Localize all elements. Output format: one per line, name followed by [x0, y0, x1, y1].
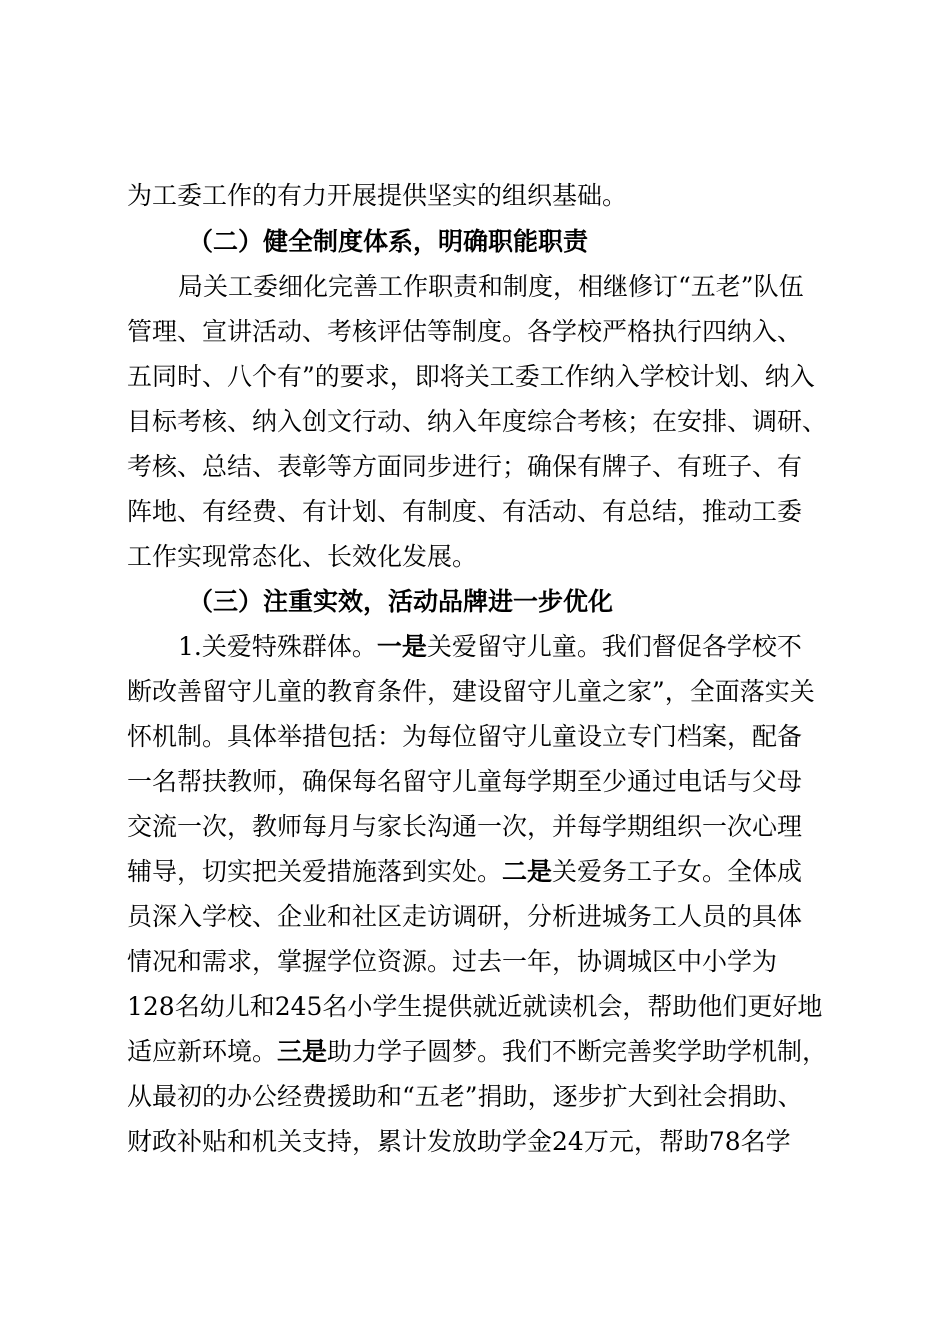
body-text-line: 阵地、有经费、有计划、有制度、有活动、有总结，推动工委	[127, 497, 803, 526]
body-text: 适应新环境。	[127, 1037, 278, 1066]
body-text-line: 考核、总结、表彰等方面同步进行；确保有牌子、有班子、有	[127, 452, 803, 481]
body-text-line: 目标考核、纳入创文行动、纳入年度综合考核；在安排、调研、	[127, 407, 828, 436]
emphasis-text: 一是	[376, 632, 427, 661]
emphasis-text: 二是	[502, 857, 553, 886]
body-text-line: 从最初的办公经费援助和“五老”捐助，逐步扩大到社会捐助、	[127, 1082, 803, 1111]
body-text-line: 128名幼儿和245名小学生提供就近就读机会，帮助他们更好地	[127, 992, 823, 1021]
body-text-line: 情况和需求，掌握学位资源。过去一年，协调城区中小学为	[127, 947, 778, 976]
body-text-line: 员深入学校、企业和社区走访调研，分析进城务工人员的具体	[127, 902, 803, 931]
body-text-line: 断改善留守儿童的教育条件，建设留守儿童之家”，全面落实关	[127, 677, 815, 706]
body-text: 辅导，切实把关爱措施落到实处。	[127, 857, 503, 886]
body-text-line: 管理、宣讲活动、考核评估等制度。各学校严格执行四纳入、	[127, 317, 803, 346]
body-text: 关爱留守儿童。我们督促各学校不	[426, 632, 802, 661]
body-text-line	[127, 1029, 857, 1074]
body-text-line: 怀机制。具体举措包括：为每位留守儿童设立专门档案，配备	[127, 722, 803, 751]
body-text-line	[127, 849, 857, 894]
body-text-line: 工作实现常态化、长效化发展。	[127, 542, 478, 571]
body-text-line: 财政补贴和机关支持，累计发放助学金24万元，帮助78名学	[127, 1127, 791, 1156]
body-text: 关爱务工子女。全体成	[552, 857, 803, 886]
paragraph-first-line	[178, 624, 858, 669]
body-text-line: 一名帮扶教师，确保每名留守儿童每学期至少通过电话与父母	[127, 767, 803, 796]
body-text-line: 交流一次，教师每月与家长沟通一次，并每学期组织一次心理	[127, 812, 803, 841]
paragraph-first-line: 局关工委细化完善工作职责和制度，相继修订“五老”队伍	[178, 272, 804, 301]
body-text-line: 五同时、八个有”的要求，即将关工委工作纳入学校计划、纳入	[127, 362, 815, 391]
body-text: 1.关爱特殊群体。	[178, 632, 377, 661]
body-text-line: 为工委工作的有力开展提供坚实的组织基础。	[127, 181, 628, 210]
emphasis-text: 三是	[277, 1037, 328, 1066]
section-heading: （三）注重实效，活动品牌进一步优化	[188, 587, 614, 616]
section-heading: （二）健全制度体系，明确职能职责	[188, 227, 589, 256]
body-text: 助力学子圆梦。我们不断完善奖学助学机制，	[327, 1037, 828, 1066]
